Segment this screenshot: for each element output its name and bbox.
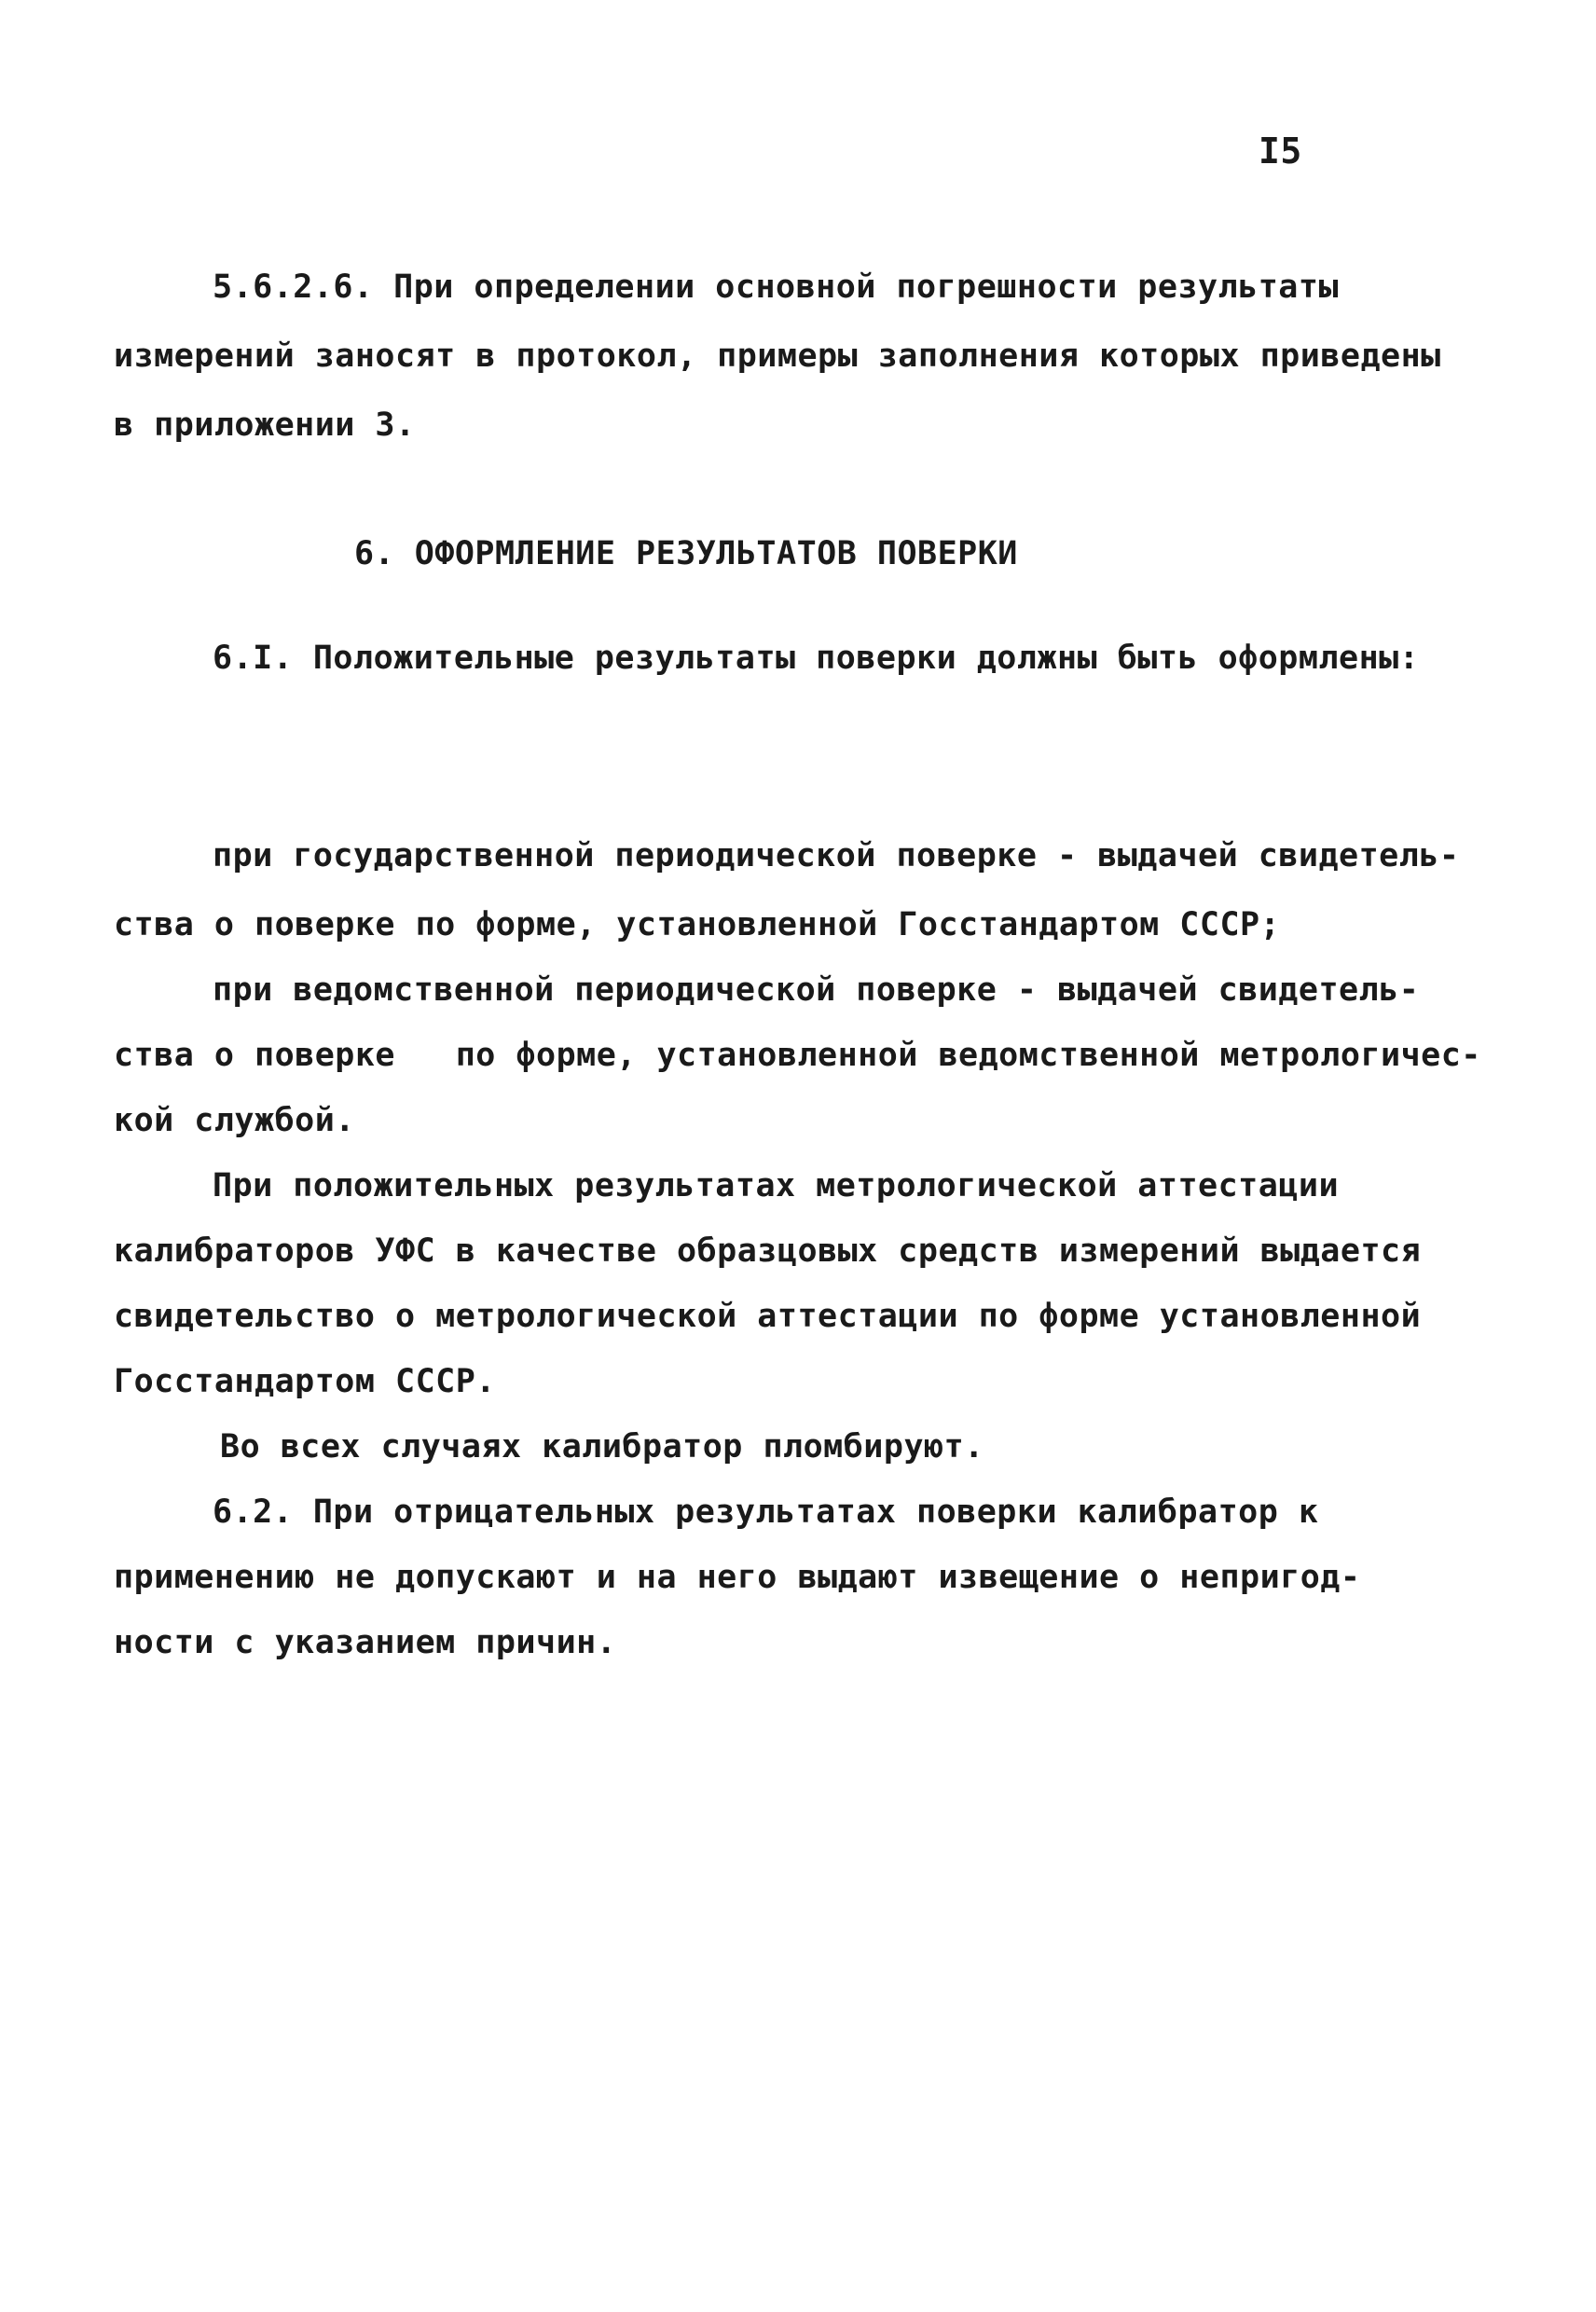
state-verification-line-2: ства о поверке по форме, установленной Госстандартом СССР; <box>114 906 1281 943</box>
departmental-verification-line-1: при ведомственной периодической поверке - выдачей свидетель- <box>213 971 1420 1009</box>
departmental-verification-line-3: кой службой. <box>114 1102 355 1139</box>
paragraph-5-6-2-6-line-1: 5.6.2.6. При определении основной погрешности результаты <box>213 268 1340 306</box>
paragraph-6-2-line-1: 6.2. При отрицательных результатах поверки калибратор к <box>213 1493 1319 1531</box>
departmental-verification-line-2: ства о поверке по форме, установленной ведомственной метрологичес- <box>114 1037 1481 1074</box>
paragraph-6-1: 6.I. Положительные результаты поверки должны быть оформлены: <box>213 640 1420 677</box>
paragraph-5-6-2-6-line-2: измерений заносят в протокол, примеры заполнения которых приведены <box>114 337 1441 375</box>
state-verification-line-1: при государственной периодической поверке - выдачей свидетель- <box>213 837 1460 874</box>
page-number: I5 <box>1259 131 1302 172</box>
attestation-line-2: калибраторов УФС в качестве образцовых средств измерений выдается <box>114 1232 1422 1270</box>
paragraph-5-6-2-6-line-3: в приложении 3. <box>114 406 416 444</box>
attestation-line-4: Госстандартом СССР. <box>114 1363 496 1400</box>
section-6-heading: 6. ОФОРМЛЕНИЕ РЕЗУЛЬТАТОВ ПОВЕРКИ <box>354 535 1018 572</box>
sealing-note: Во всех случаях калибратор пломбируют. <box>220 1428 984 1466</box>
paragraph-6-2-line-2: применению не допускают и на него выдают извещение о непригод- <box>114 1559 1361 1596</box>
paragraph-6-2-line-3: ности с указанием причин. <box>114 1624 617 1661</box>
attestation-line-3: свидетельство о метрологической аттестации по форме установленной <box>114 1298 1422 1335</box>
attestation-line-1: При положительных результатах метрологической аттестации <box>213 1167 1340 1204</box>
